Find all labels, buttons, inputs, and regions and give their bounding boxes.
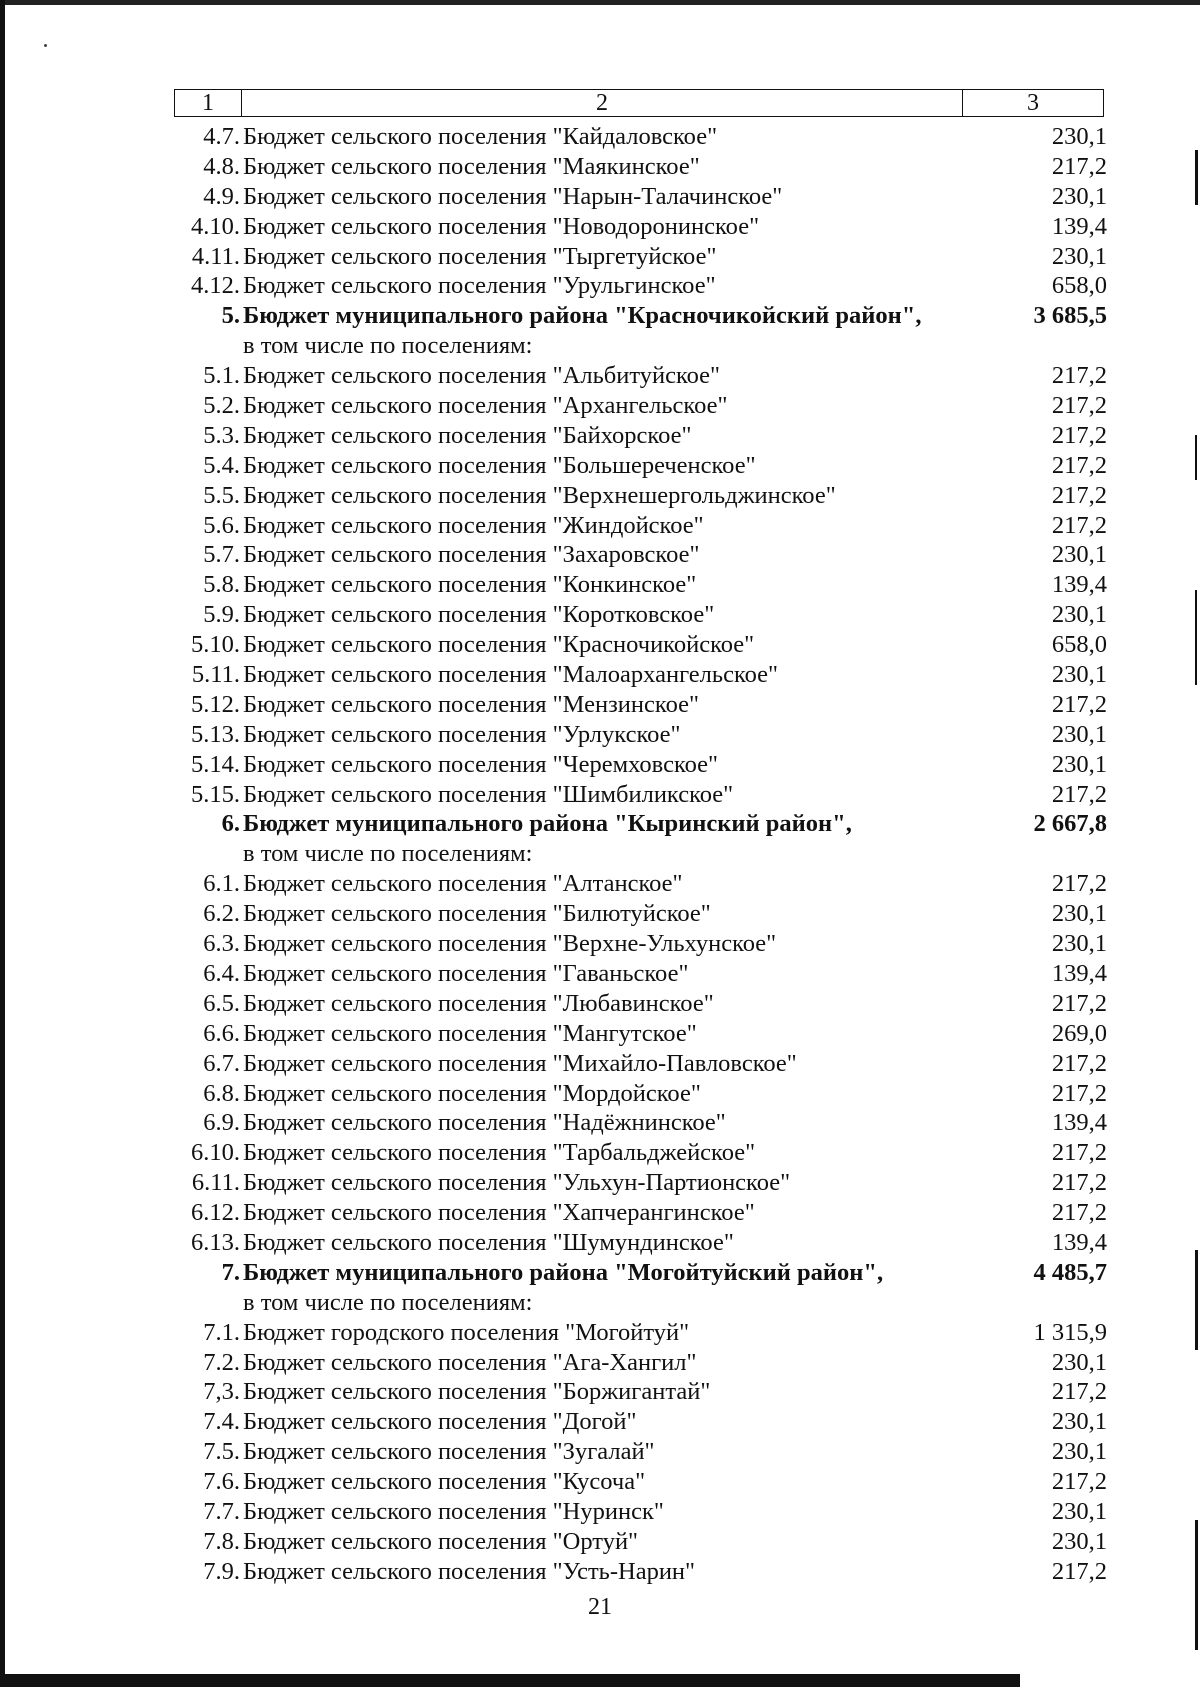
table-row xyxy=(0,750,1200,780)
table-row xyxy=(0,1168,1200,1198)
row-name: Бюджет сельского поселения "Мордойское" xyxy=(243,1079,701,1107)
row-number: 6.13. xyxy=(191,1228,240,1256)
table-row xyxy=(0,1557,1200,1587)
row-name: Бюджет сельского поселения "Байхорское" xyxy=(243,421,692,449)
row-number: 6.4. xyxy=(203,959,240,987)
row-name: Бюджет муниципального района "Красночикойский район", xyxy=(243,302,922,330)
row-value: 230,1 xyxy=(1051,930,1107,958)
row-name: Бюджет сельского поселения "Михайло-Павловское" xyxy=(243,1049,797,1077)
row-number: 5.5. xyxy=(203,481,240,509)
row-name: Бюджет сельского поселения "Коротковское" xyxy=(243,601,715,629)
table-row xyxy=(0,1377,1200,1407)
row-value: 1 315,9 xyxy=(1033,1318,1107,1346)
table-row xyxy=(0,361,1200,391)
table-row xyxy=(0,1049,1200,1079)
row-name: Бюджет сельского поселения "Тыргетуйское" xyxy=(243,242,717,270)
table-row xyxy=(0,869,1200,899)
table-row xyxy=(0,421,1200,451)
row-name: Бюджет сельского поселения "Ортуй" xyxy=(243,1527,639,1555)
row-value: 230,1 xyxy=(1051,900,1107,928)
row-value: 230,1 xyxy=(1051,242,1107,270)
table-row-district xyxy=(0,301,1200,331)
scan-speck xyxy=(44,44,47,47)
table-row xyxy=(0,959,1200,989)
row-number: 5.1. xyxy=(203,362,240,390)
table-row xyxy=(0,212,1200,242)
page-number: 21 xyxy=(588,1594,612,1620)
row-number: 5.8. xyxy=(203,571,240,599)
row-number: 5.9. xyxy=(203,601,240,629)
row-value: 217,2 xyxy=(1051,1378,1107,1406)
row-name: Бюджет сельского поселения "Новодоронинское" xyxy=(243,212,760,240)
row-number: 4.7. xyxy=(203,123,240,150)
table-row xyxy=(0,182,1200,212)
row-name: Бюджет сельского поселения "Малоархангельское" xyxy=(243,661,779,689)
row-value: 230,1 xyxy=(1051,720,1107,748)
row-value: 230,1 xyxy=(1051,661,1107,689)
row-name: Бюджет сельского поселения "Архангельское" xyxy=(243,392,728,420)
row-name: Бюджет сельского поселения "Верхне-Ульхунское" xyxy=(243,930,777,958)
table-row xyxy=(0,1198,1200,1228)
row-value: 217,2 xyxy=(1051,1468,1107,1496)
row-value: 139,4 xyxy=(1051,959,1107,987)
table-row xyxy=(0,570,1200,600)
row-name: Бюджет сельского поселения "Алтанское" xyxy=(243,870,683,898)
table-row xyxy=(0,1288,1200,1318)
row-number: 6.5. xyxy=(203,989,240,1017)
row-number: 4.9. xyxy=(203,182,240,210)
row-number: 7.4. xyxy=(203,1408,240,1436)
row-name: Бюджет городского поселения "Могойтуй" xyxy=(243,1318,690,1346)
row-name: Бюджет сельского поселения "Шимбиликское" xyxy=(243,780,734,808)
row-value: 3 685,5 xyxy=(1033,302,1107,330)
row-name: Бюджет сельского поселения "Захаровское" xyxy=(243,541,700,569)
row-value: 217,2 xyxy=(1051,481,1107,509)
table-row-district xyxy=(0,1258,1200,1288)
row-name: в том числе по поселениям: xyxy=(243,332,533,360)
row-value: 230,1 xyxy=(1051,1438,1107,1466)
row-name: в том числе по поселениям: xyxy=(243,840,533,868)
table-row xyxy=(0,1437,1200,1467)
row-name: Бюджет сельского поселения "Урульгинское" xyxy=(243,272,716,300)
row-name: Бюджет сельского поселения "Билютуйское" xyxy=(243,900,711,928)
table-row xyxy=(0,989,1200,1019)
row-name: Бюджет сельского поселения "Ульхун-Партионское" xyxy=(243,1169,791,1197)
table-row xyxy=(0,720,1200,750)
row-name: Бюджет сельского поселения "Жиндойское" xyxy=(243,511,704,539)
row-name: Бюджет сельского поселения "Тарбальджейское" xyxy=(243,1139,756,1167)
row-value: 217,2 xyxy=(1051,690,1107,718)
row-number: 6. xyxy=(221,810,240,838)
row-name: Бюджет сельского поселения "Догой" xyxy=(243,1408,637,1436)
row-number: 6.1. xyxy=(203,870,240,898)
row-value: 217,2 xyxy=(1051,152,1107,180)
table-row xyxy=(0,451,1200,481)
row-number: 7.6. xyxy=(203,1468,240,1496)
table-header xyxy=(174,89,1104,117)
row-number: 5.13. xyxy=(191,720,240,748)
table-row xyxy=(0,540,1200,570)
table-row xyxy=(0,271,1200,301)
row-value: 2 667,8 xyxy=(1033,810,1107,838)
row-name: Бюджет сельского поселения "Черемховское" xyxy=(243,750,719,778)
row-value: 217,2 xyxy=(1051,451,1107,479)
row-number: 5.3. xyxy=(203,421,240,449)
row-name: Бюджет сельского поселения "Надёжнинское" xyxy=(243,1109,726,1137)
row-name: Бюджет сельского поселения "Шумундинское" xyxy=(243,1228,734,1256)
row-name: Бюджет сельского поселения "Любавинское" xyxy=(243,989,714,1017)
row-number: 6.9. xyxy=(203,1109,240,1137)
row-value: 217,2 xyxy=(1051,392,1107,420)
row-value: 230,1 xyxy=(1051,182,1107,210)
row-name: Бюджет сельского поселения "Ага-Хангил" xyxy=(243,1348,697,1376)
row-name: Бюджет сельского поселения "Зугалай" xyxy=(243,1438,655,1466)
row-number: 4.12. xyxy=(191,272,240,300)
row-value: 217,2 xyxy=(1051,1169,1107,1197)
row-number: 7.9. xyxy=(203,1557,240,1585)
row-number: 5.15. xyxy=(191,780,240,808)
header-col-2: 2 xyxy=(242,90,963,116)
row-name: Бюджет сельского поселения "Маякинское" xyxy=(243,152,700,180)
row-number: 6.6. xyxy=(203,1019,240,1047)
table-row xyxy=(0,929,1200,959)
row-value: 217,2 xyxy=(1051,421,1107,449)
row-value: 139,4 xyxy=(1051,1228,1107,1256)
row-number: 6.2. xyxy=(203,900,240,928)
row-name: Бюджет сельского поселения "Мензинское" xyxy=(243,690,699,718)
row-value: 217,2 xyxy=(1051,870,1107,898)
row-value: 217,2 xyxy=(1051,1557,1107,1585)
row-number: 5.11. xyxy=(191,661,240,689)
row-name: Бюджет сельского поселения "Альбитуйское" xyxy=(243,362,721,390)
row-number: 7.2. xyxy=(203,1348,240,1376)
row-number: 6.3. xyxy=(203,930,240,958)
row-number: 7,3. xyxy=(203,1378,240,1406)
row-name: Бюджет сельского поселения "Нарын-Талачинское" xyxy=(243,182,783,210)
table-row xyxy=(0,1019,1200,1049)
row-value: 230,1 xyxy=(1051,601,1107,629)
row-value: 658,0 xyxy=(1051,631,1107,659)
row-number: 6.10. xyxy=(191,1139,240,1167)
table-row xyxy=(0,630,1200,660)
table-row xyxy=(0,899,1200,929)
table-row xyxy=(0,600,1200,630)
row-name: Бюджет сельского поселения "Гаваньское" xyxy=(243,959,689,987)
row-number: 5. xyxy=(221,302,240,330)
header-col-1: 1 xyxy=(175,90,242,116)
table-row xyxy=(0,1138,1200,1168)
row-number: 7. xyxy=(221,1258,240,1286)
row-value: 217,2 xyxy=(1051,989,1107,1017)
row-number: 6.11. xyxy=(191,1169,240,1197)
row-number: 7.1. xyxy=(203,1318,240,1346)
row-number: 5.2. xyxy=(203,392,240,420)
row-value: 230,1 xyxy=(1051,541,1107,569)
row-value: 217,2 xyxy=(1051,362,1107,390)
table-row xyxy=(0,152,1200,182)
budget-table xyxy=(0,122,1200,1587)
row-value: 230,1 xyxy=(1051,123,1107,150)
row-value: 217,2 xyxy=(1051,1049,1107,1077)
row-number: 4.11. xyxy=(191,242,240,270)
row-number: 5.10. xyxy=(191,631,240,659)
row-name: Бюджет сельского поселения "Конкинское" xyxy=(243,571,697,599)
table-row xyxy=(0,1467,1200,1497)
table-row xyxy=(0,690,1200,720)
row-value: 230,1 xyxy=(1051,750,1107,778)
row-name: Бюджет сельского поселения "Красночикойское" xyxy=(243,631,755,659)
row-value: 230,1 xyxy=(1051,1497,1107,1525)
table-row xyxy=(0,1497,1200,1527)
row-value: 217,2 xyxy=(1051,1079,1107,1107)
row-name: Бюджет сельского поселения "Верхнешергольджинское" xyxy=(243,481,836,509)
row-value: 230,1 xyxy=(1051,1408,1107,1436)
table-row xyxy=(0,122,1200,152)
row-number: 7.7. xyxy=(203,1497,240,1525)
row-name: Бюджет сельского поселения "Хапчерангинское" xyxy=(243,1199,755,1227)
row-name: Бюджет муниципального района "Кыринский район", xyxy=(243,810,852,838)
row-value: 4 485,7 xyxy=(1033,1258,1107,1286)
table-row xyxy=(0,1079,1200,1109)
row-number: 5.4. xyxy=(203,451,240,479)
row-name: Бюджет сельского поселения "Кайдаловское" xyxy=(243,123,718,150)
table-row xyxy=(0,1318,1200,1348)
row-name: в том числе по поселениям: xyxy=(243,1288,533,1316)
table-row xyxy=(0,511,1200,541)
row-value: 658,0 xyxy=(1051,272,1107,300)
row-number: 7.5. xyxy=(203,1438,240,1466)
row-number: 7.8. xyxy=(203,1527,240,1555)
row-name: Бюджет муниципального района "Могойтуйский район", xyxy=(243,1258,884,1286)
row-value: 217,2 xyxy=(1051,511,1107,539)
row-value: 139,4 xyxy=(1051,212,1107,240)
row-value: 139,4 xyxy=(1051,1109,1107,1137)
header-col-3: 3 xyxy=(1027,89,1039,116)
row-number: 5.14. xyxy=(191,750,240,778)
row-value: 230,1 xyxy=(1051,1348,1107,1376)
row-name: Бюджет сельского поселения "Мангутское" xyxy=(243,1019,697,1047)
row-number: 4.10. xyxy=(191,212,240,240)
row-number: 6.7. xyxy=(203,1049,240,1077)
table-row xyxy=(0,242,1200,272)
table-row xyxy=(0,1348,1200,1378)
table-row xyxy=(0,391,1200,421)
table-row xyxy=(0,780,1200,810)
row-name: Бюджет сельского поселения "Боржигантай" xyxy=(243,1378,711,1406)
row-number: 4.8. xyxy=(203,152,240,180)
row-number: 5.7. xyxy=(203,541,240,569)
table-row xyxy=(0,660,1200,690)
row-number: 6.8. xyxy=(203,1079,240,1107)
row-value: 217,2 xyxy=(1051,780,1107,808)
row-value: 269,0 xyxy=(1051,1019,1107,1047)
table-row xyxy=(0,839,1200,869)
row-value: 139,4 xyxy=(1051,571,1107,599)
table-row xyxy=(0,1108,1200,1138)
row-value: 230,1 xyxy=(1051,1527,1107,1555)
table-row xyxy=(0,481,1200,511)
scan-edge-top xyxy=(0,0,1200,5)
row-name: Бюджет сельского поселения "Кусоча" xyxy=(243,1468,646,1496)
table-row-district xyxy=(0,809,1200,839)
row-value: 217,2 xyxy=(1051,1199,1107,1227)
row-name: Бюджет сельского поселения "Усть-Нарин" xyxy=(243,1557,696,1585)
row-name: Бюджет сельского поселения "Урлукское" xyxy=(243,720,681,748)
row-name: Бюджет сельского поселения "Большереченское" xyxy=(243,451,756,479)
table-row xyxy=(0,1228,1200,1258)
row-number: 6.12. xyxy=(191,1199,240,1227)
row-number: 5.6. xyxy=(203,511,240,539)
scan-edge-bottom xyxy=(0,1674,1020,1687)
row-number: 5.12. xyxy=(191,690,240,718)
row-name: Бюджет сельского поселения "Нуринск" xyxy=(243,1497,664,1525)
table-row xyxy=(0,1527,1200,1557)
table-row xyxy=(0,331,1200,361)
table-row xyxy=(0,1407,1200,1437)
row-value: 217,2 xyxy=(1051,1139,1107,1167)
